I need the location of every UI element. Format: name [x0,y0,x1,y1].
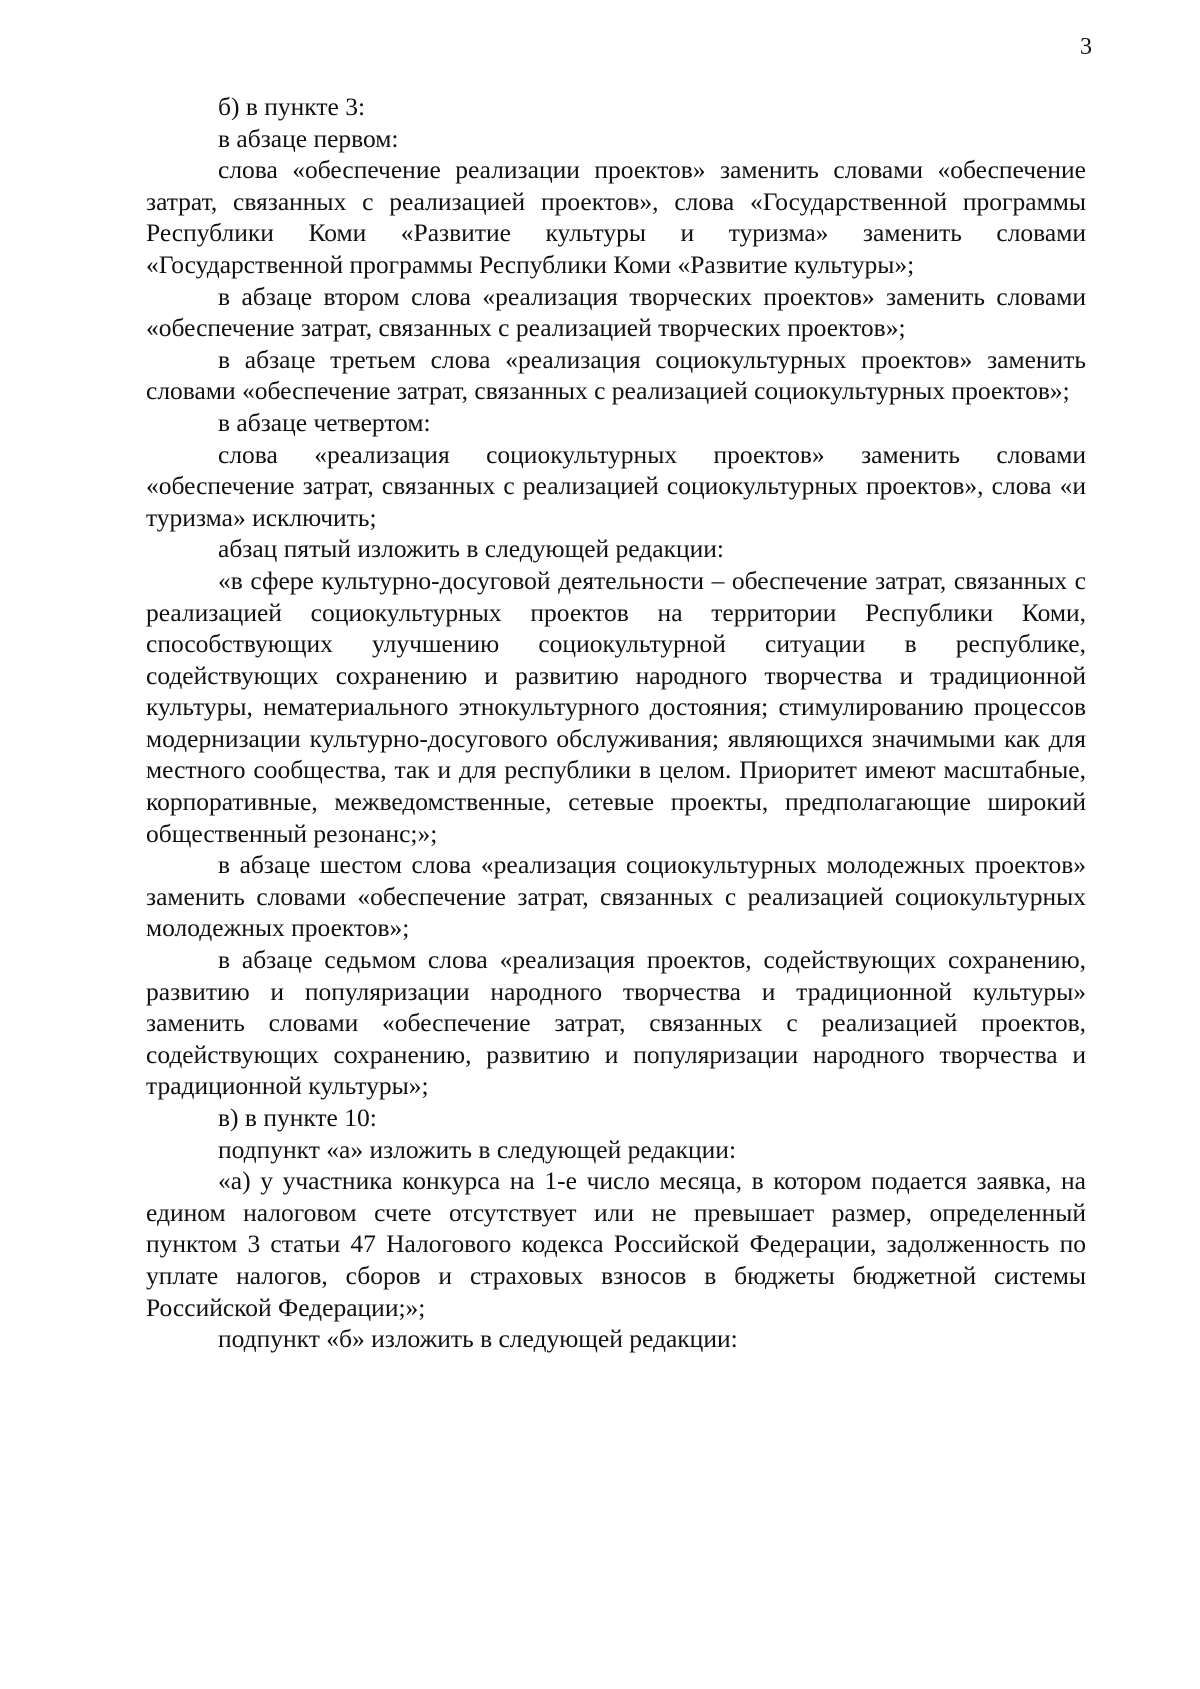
paragraph-subitem-a-text: «а) у участника конкурса на 1-е число месяца, в котором подается заявка, на едином налоговом счете отсутствует или не превышает размер, определенный пунктом 3 статьи 47 Налогового кодекса Российской Федерации, задолженность по уплате налогов, сборов и страховых взносов в бюджеты бюджетной системы Российской Федерации;»; [146,1166,1086,1322]
paragraph-subitem-b: подпункт «б» изложить в следующей редакции: [218,1324,738,1354]
paragraph-second-abzac: в абзаце втором слова «реализация творческих проектов» заменить словами «обеспечение затрат, связанных с реализацией творческих проектов»; [146,281,1086,343]
paragraph-fifth-abzac: абзац пятый изложить в следующей редакции: [218,534,724,564]
paragraph-fourth-abzac: в абзаце четвертом: [218,407,431,437]
paragraph-first-abzac: в абзаце первом: [218,123,399,153]
paragraph-item-v: в) в пункте 10: [218,1103,377,1132]
paragraph-third-abzac: в абзаце третьем слова «реализация социокультурных проектов» заменить словами «обеспечение затрат, связанных с реализацией социокультурных проектов»; [146,344,1086,406]
paragraph-sixth-abzac: в абзаце шестом слова «реализация социокультурных молодежных проектов» заменить словами «обеспечение затрат, связанных с реализацией социокультурных молодежных проектов»; [146,850,1086,943]
paragraph-seventh-abzac: в абзаце седьмом слова «реализация проектов, содействующих сохранению, развитию и популяризации народного творчества и традиционной культуры» заменить словами «обеспечение затрат, связанных с реализацией проектов, содействующих сохранению, развитию и популяризации народного творчества и традиционной культуры»; [146,945,1086,1101]
document-body [146,91,1086,1355]
paragraph-replace-words-1: слова «обеспечение реализации проектов» заменить словами «обеспечение затрат, связанных с реализацией проектов», слова «Государственной программы Республики Коми «Развитие культуры и туризма» заменить словами «Государственной программы Республики Коми «Развитие культуры»; [146,155,1086,279]
paragraph-new-redaction: «в сфере культурно-досуговой деятельности – обеспечение затрат, связанных с реализацией социокультурных проектов на территории Республики Коми, способствующих улучшению социокультурной ситуации в республике, содействующих сохранению и развитию народного творчества и традиционной культуры, нематериального этнокультурного достояния; стимулированию процессов модернизации культурно-досугового обслуживания; являющихся значимыми как для местного сообщества, так и для республики в целом. Приоритет имеют масштабные, корпоративные, межведомственные, сетевые проекты, предполагающие широкий общественный резонанс;»; [146,565,1086,848]
page-number: 3 [1080,34,1092,60]
paragraph-replace-words-2: слова «реализация социокультурных проектов» заменить словами «обеспечение затрат, связанных с реализацией социокультурных проектов», слова «и туризма» исключить; [146,439,1086,532]
paragraph-item-b: б) в пункте 3: [218,92,366,121]
paragraph-subitem-a: подпункт «а» изложить в следующей редакции: [218,1134,737,1164]
